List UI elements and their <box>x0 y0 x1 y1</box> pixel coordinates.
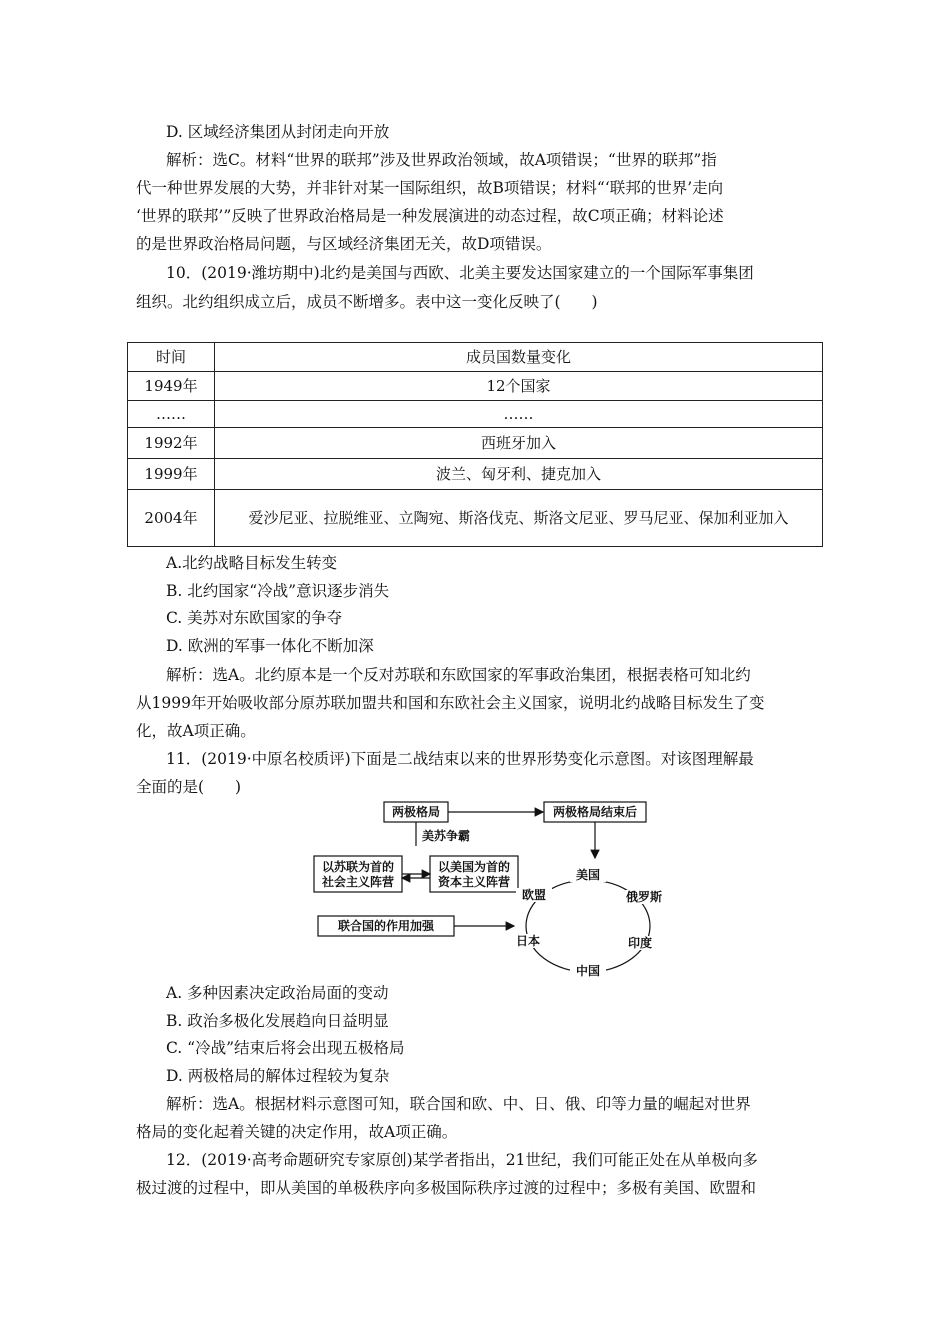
soviet-camp-line2: 社会主义阵营 <box>321 875 395 889</box>
table-cell-time: 1992年 <box>128 428 215 459</box>
table-row <box>128 459 823 490</box>
world-situation-diagram <box>312 798 692 988</box>
table-cell-change: …… <box>215 401 823 428</box>
bipolar-label: 两极格局 <box>391 805 441 819</box>
q11-stem-2: 全面的是( ) <box>136 778 242 796</box>
q9-analysis-4: 的是世界政治格局问题，与区域经济集团无关，故D项错误。 <box>136 235 552 253</box>
q11-option-b: B. 政治多极化发展趋向日益明显 <box>166 1012 389 1030</box>
q10-option-c: C. 美苏对东欧国家的争夺 <box>166 609 343 627</box>
table-cell-time: 2004年 <box>128 490 215 547</box>
q10-analysis-2: 从1999年开始吸收部分原苏联加盟共和国和东欧社会主义国家，说明北约战略目标发生了变 <box>136 694 765 712</box>
q11-option-a: A. 多种因素决定政治局面的变动 <box>166 984 389 1002</box>
power-japan: 日本 <box>515 934 541 948</box>
un-label: 联合国的作用加强 <box>337 919 435 933</box>
q11-option-c: C. “冷战”结束后将会出现五极格局 <box>166 1039 405 1057</box>
q9-analysis-1: 解析：选C。材料“世界的联邦”涉及世界政治领域，故A项错误；“世界的联邦”指 <box>166 151 717 169</box>
q9-option-d: D. 区域经济集团从封闭走向开放 <box>166 123 390 141</box>
table-row <box>128 428 823 459</box>
table-cell-change: 12个国家 <box>215 372 823 401</box>
table-cell-change: 爱沙尼亚、拉脱维亚、立陶宛、斯洛伐克、斯洛文尼亚、罗马尼亚、保加利亚加入 <box>215 490 823 547</box>
after-bipolar-label: 两极格局结束后 <box>552 805 638 819</box>
us-camp-line2: 资本主义阵营 <box>437 875 511 889</box>
q11-stem-1: 11．(2019·中原名校质评)下面是二战结束以来的世界形势变化示意图。对该图理解最 <box>166 750 754 768</box>
table-header-time: 时间 <box>128 343 215 372</box>
q11-option-d: D. 两极格局的解体过程较为复杂 <box>166 1067 390 1085</box>
q10-option-d: D. 欧洲的军事一体化不断加深 <box>166 637 374 655</box>
nato-membership-table <box>127 342 823 547</box>
table-header-row <box>128 343 823 372</box>
power-eu: 欧盟 <box>521 888 547 902</box>
soviet-camp-line1: 以苏联为首的 <box>321 860 395 874</box>
table-cell-time: …… <box>128 401 215 428</box>
q12-stem-2: 极过渡的过程中，即从美国的单极秩序向多极国际秩序过渡的过程中；多极有美国、欧盟和 <box>136 1179 757 1197</box>
table-header-change: 成员国数量变化 <box>215 343 823 372</box>
table-cell-time: 1999年 <box>128 459 215 490</box>
table-row <box>128 372 823 401</box>
q9-analysis-3: ‘世界的联邦’”反映了世界政治格局是一种发展演进的动态过程，故C项正确；材料论述 <box>136 207 724 225</box>
power-us: 美国 <box>575 868 601 882</box>
us-camp-line1: 以美国为首的 <box>437 860 511 874</box>
q12-stem-1: 12．(2019·高考命题研究专家原创)某学者指出，21世纪，我们可能正处在从单极向多 <box>166 1151 758 1169</box>
power-china: 中国 <box>575 964 601 978</box>
q10-analysis-1: 解析：选A。北约原本是一个反对苏联和东欧国家的军事政治集团，根据表格可知北约 <box>166 666 751 684</box>
table-row <box>128 401 823 428</box>
q10-analysis-3: 化，故A项正确。 <box>136 722 256 740</box>
table-row <box>128 490 823 547</box>
q10-stem-1: 10．(2019·潍坊期中)北约是美国与西欧、北美主要发达国家建立的一个国际军事集团 <box>166 264 754 282</box>
q11-analysis-1: 解析：选A。根据材料示意图可知，联合国和欧、中、日、俄、印等力量的崛起对世界 <box>166 1095 751 1113</box>
power-india: 印度 <box>627 936 653 950</box>
power-russia: 俄罗斯 <box>625 890 663 904</box>
q11-analysis-2: 格局的变化起着关键的决定作用，故A项正确。 <box>136 1123 458 1141</box>
q10-option-b: B. 北约国家“冷战”意识逐步消失 <box>166 582 390 600</box>
q10-stem-2: 组织。北约组织成立后，成员不断增多。表中这一变化反映了( ) <box>136 293 598 311</box>
table-cell-change: 波兰、匈牙利、捷克加入 <box>215 459 823 490</box>
q9-analysis-2: 代一种世界发展的大势，并非针对某一国际组织，故B项错误；材料“‘联邦的世界’走向 <box>136 179 724 197</box>
rivalry-label: 美苏争霸 <box>421 829 471 843</box>
q10-option-a: A.北约战略目标发生转变 <box>166 554 338 572</box>
table-cell-change: 西班牙加入 <box>215 428 823 459</box>
table-cell-time: 1949年 <box>128 372 215 401</box>
